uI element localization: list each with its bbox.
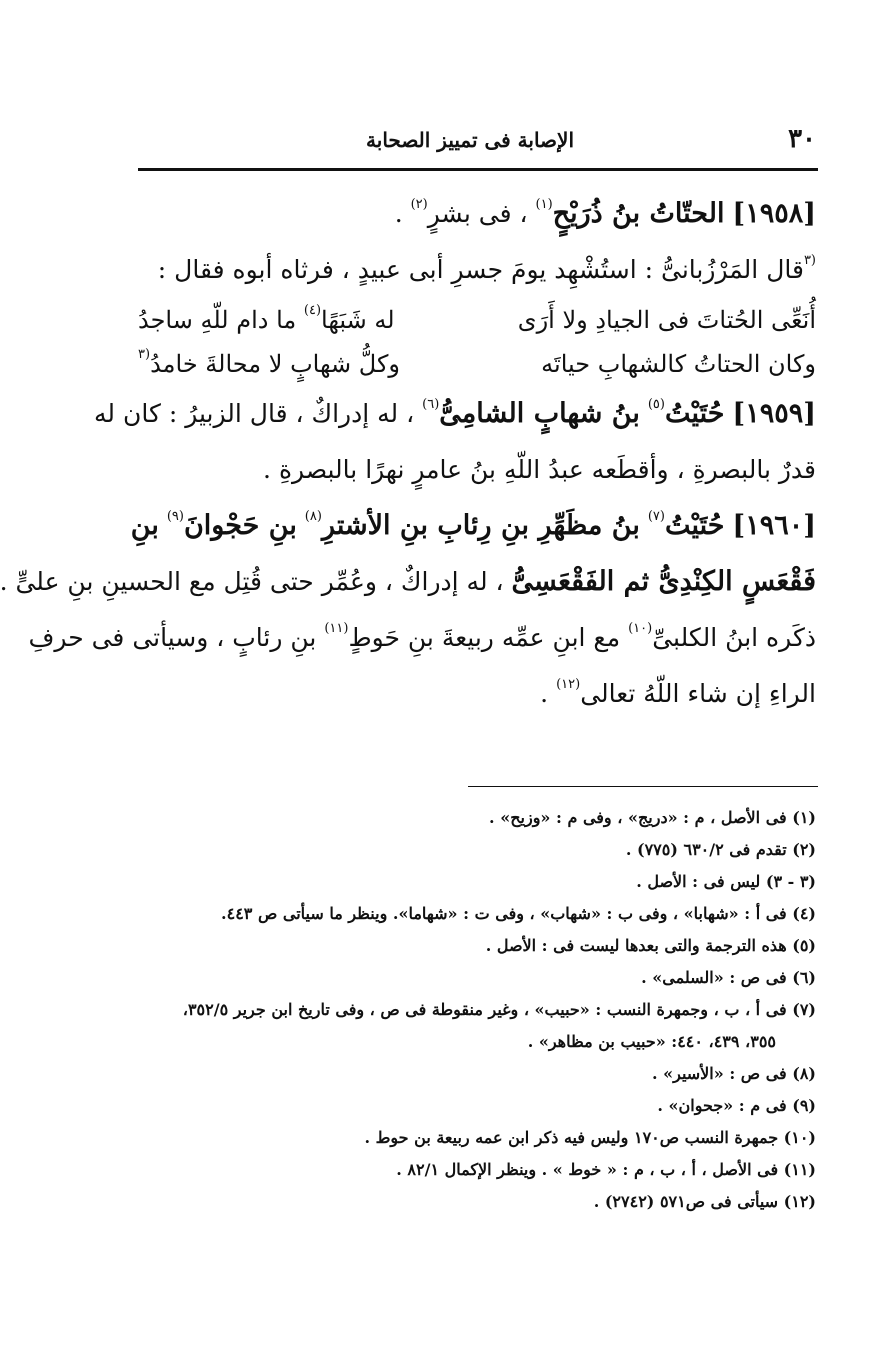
footnote-ref: (٥) <box>647 397 665 412</box>
footnote-continuation: ٣٥٥، ٤٣٩، ٤٤٠: «حبيب بن مظاهر» . <box>527 1032 776 1051</box>
verse-text: له شَبَهًا <box>321 306 395 334</box>
entry-text-line <box>138 666 816 722</box>
entry-number: [١٩٥٩] <box>732 398 816 429</box>
entry-name: بنُ مظَهِّرِ بنِ رِئابِ بنِ الأشترِ <box>321 510 640 541</box>
entry-name: بنُ شهابٍ الشامِىُّ <box>439 398 640 429</box>
verse-text: وكلُّ شهابٍ لا محالةَ خامدُ <box>150 350 400 378</box>
verse-text: ما دام للّهِ ساجدُ <box>138 306 297 334</box>
footnote-ref: (٣ <box>138 347 151 362</box>
entry-text: الراءِ إن شاء اللّهُ تعالى <box>580 679 816 708</box>
poem-verse <box>138 298 816 342</box>
footnote: (٣ - ٣) ليس فى : الأصل . <box>636 872 816 891</box>
footnote: (٧) فى أ ، ب ، وجمهرة النسب : «حبيب» ، وغير منقوطة فى ص ، وفى تاريخ ابن جرير ٣٥٢/٥، <box>182 1000 816 1019</box>
entry-number: [١٩٦٠] <box>732 510 816 541</box>
footnote: (١) فى الأصل ، م : «دريج» ، وفى م : «وزيح» . <box>489 808 816 827</box>
footnote: (١١) فى الأصل ، أ ، ب ، م : « خوط » . وينظر الإكمال ٨٢/١ . <box>396 1160 816 1179</box>
running-title: الإصابة فى تمييز الصحابة <box>366 128 574 152</box>
verse-second-hemistich <box>138 342 456 386</box>
entry-text: ، له إدراكٌ ، قال الزبيرُ : كان له <box>94 399 415 428</box>
footnote: (٦) فى ص : «السلمى» . <box>641 968 816 987</box>
entry-text: ، فى بشرٍ <box>427 199 528 228</box>
footnote-ref: (١٠) <box>628 621 653 636</box>
footnote-ref: (١١) <box>324 621 349 636</box>
footnote: (١٠) جمهرة النسب ص١٧٠ وليس فيه ذكر ابن عمه ربيعة بن حوط . <box>364 1128 816 1147</box>
verse-first-hemistich: وكان الحتاتُ كالشهابِ حياتَه <box>541 350 816 378</box>
footnotes-rule <box>468 786 818 787</box>
poem-verse <box>138 342 816 386</box>
entry-text-line <box>0 554 816 610</box>
main-text <box>0 186 816 722</box>
footnote-ref: (١) <box>535 197 553 212</box>
entry-text: ، له إدراكٌ ، وعُمِّر حتى قُتِل مع الحسينِ بنِ علىٍّ . <box>0 567 504 596</box>
entry-name: بنِ <box>130 510 159 541</box>
entry-1960 <box>130 498 816 554</box>
page-header <box>138 122 816 162</box>
entry-text-line: قدرٌ بالبصرةِ ، وأقطَعه عبدُ اللّهِ بنُ عامرٍ نهرًا بالبصرةِ . <box>263 455 816 484</box>
footnotes <box>146 802 816 1218</box>
entry-name: الحتّاتُ بنُ ذُرَيْحٍ <box>552 198 725 229</box>
footnote: (٨) فى ص : «الأسير» . <box>651 1064 816 1083</box>
footnote: (١٢) سيأتى فى ص٥٧١ (٢٧٤٢) . <box>593 1192 816 1211</box>
footnote: (٩) فى م : «جحوان» . <box>657 1096 816 1115</box>
footnote-ref: (١٢) <box>556 677 581 692</box>
entry-text: ذكَره ابنُ الكلبىِّ <box>652 623 816 652</box>
quote-intro-line <box>138 242 816 298</box>
footnote-ref: (٣ <box>803 253 816 268</box>
footnote-ref: (٩) <box>166 509 184 524</box>
footnote-ref: (٧) <box>647 509 665 524</box>
quote-intro: قال المَرْزُبانىُّ : استُشْهِد يومَ جسرِ أبى عبيدٍ ، فرثاه أبوه فقال : <box>157 255 804 284</box>
entry-text: . <box>540 679 549 708</box>
footnote-ref: (٦) <box>422 397 440 412</box>
footnote: (٥) هذه الترجمة والتى بعدها ليست فى : الأصل . <box>485 936 816 955</box>
entry-number: [١٩٥٨] <box>732 198 816 229</box>
entry-name: حُتَيْتُ <box>664 510 725 541</box>
footnote-ref: (٢) <box>410 197 428 212</box>
entry-1958 <box>138 186 816 242</box>
entry-name: حُتَيْتُ <box>664 398 725 429</box>
entry-text: . <box>394 199 403 228</box>
entry-name: فَقْعَسٍ الكِنْدِىُّ ثم الفَقْعَسِىُّ <box>511 566 816 597</box>
verse-second-hemistich <box>138 298 456 342</box>
entry-1959 <box>94 386 816 442</box>
page-number: ٣٠ <box>788 124 816 154</box>
entry-text: مع ابنِ عمِّه ربيعةَ بنِ حَوطٍ <box>348 623 621 652</box>
footnote: (٤) فى أ : «شهابا» ، وفى ب : «شهاب» ، وفى ت : «شهاما». وينظر ما سيأتى ص ٤٤٣. <box>221 904 816 923</box>
entry-text-line <box>28 610 816 666</box>
footnote-ref: (٨) <box>304 509 322 524</box>
entry-name: بنِ حَجْوانَ <box>183 510 297 541</box>
footnote: (٢) تقدم فى ٦٣٠/٢ (٧٧٥) . <box>625 840 816 859</box>
header-rule <box>138 168 818 171</box>
entry-text: بنِ رئابٍ ، وسيأتى فى حرفِ <box>28 623 317 652</box>
footnote-ref: (٤) <box>303 303 322 318</box>
verse-first-hemistich: أُنَعِّى الحُتاتَ فى الجيادِ ولا أَرَى <box>517 306 816 334</box>
